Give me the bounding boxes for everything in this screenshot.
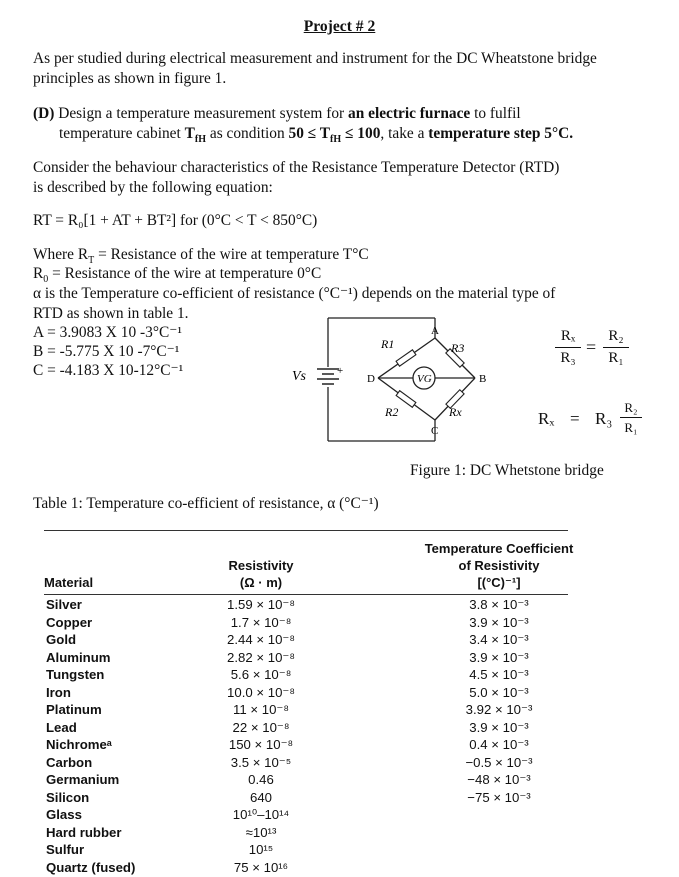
- cell-material: Silver: [46, 597, 82, 612]
- alpha-line-2: RTD as shown in table 1.: [33, 304, 189, 324]
- node-c-label: C: [431, 425, 438, 437]
- table-row: [44, 667, 570, 685]
- table-header-rule: [44, 594, 568, 595]
- table-row: [44, 702, 570, 720]
- resistivity-table: [44, 530, 570, 870]
- cell-coef: 3.8 × 10⁻³: [419, 597, 579, 613]
- cell-resistivity: 10¹⁵: [206, 842, 316, 857]
- cell-resistivity: 10¹⁰–10¹⁴: [206, 807, 316, 823]
- cell-resistivity: 1.59 × 10⁻⁸: [206, 597, 316, 613]
- task-sub: fH: [195, 134, 206, 145]
- cell-coef: 0.4 × 10⁻³: [419, 737, 579, 753]
- cell-coef: 4.5 × 10⁻³: [419, 667, 579, 683]
- cell-material: Iron: [46, 685, 71, 700]
- table-row: [44, 842, 570, 860]
- r1-label: R1: [380, 337, 394, 351]
- cell-resistivity: 11 × 10⁻⁸: [206, 702, 316, 718]
- task-text-1: Design a temperature measurement system for: [58, 105, 344, 122]
- task-line-1: [33, 104, 521, 124]
- cell-coef: −0.5 × 10⁻³: [419, 755, 579, 771]
- r3-label: R3: [450, 341, 464, 355]
- cell-coef: 3.9 × 10⁻³: [419, 720, 579, 736]
- coeff-c: C = -4.183 X 10-12°C⁻¹: [33, 361, 183, 381]
- cell-material: Nichromeᵃ: [46, 737, 112, 752]
- cell-material: Quartz (fused): [46, 860, 135, 875]
- node-b-label: B: [479, 373, 486, 385]
- header-coef-2: of Resistivity: [379, 557, 619, 574]
- header-resistivity: Resistivity: [206, 557, 316, 574]
- task-line-2: temperature cabinet $T_{fH}$ as condition $50 \le T_{fH} \le 100$, take a temperature step 5°C.: [33, 124, 573, 144]
- where-line-1: Where $R_T$ = Resistance of the wire at temperature T°C: [33, 245, 369, 265]
- table-row: [44, 650, 570, 668]
- cell-material: Carbon: [46, 755, 92, 770]
- header-coef-1: Temperature Coefficient: [379, 540, 619, 557]
- cell-coef: 3.92 × 10⁻³: [419, 702, 579, 718]
- cell-resistivity: 2.44 × 10⁻⁸: [206, 632, 316, 648]
- cell-resistivity: 5.6 × 10⁻⁸: [206, 667, 316, 683]
- cell-material: Hard rubber: [46, 825, 121, 840]
- where-line-2: $R_0$ = Resistance of the wire at temperature 0°C: [33, 264, 321, 284]
- cell-material: Silicon: [46, 790, 89, 805]
- rtd-line-2: is described by the following equation:: [33, 178, 273, 198]
- cell-resistivity: 75 × 10¹⁶: [206, 860, 316, 875]
- cell-resistivity: 640: [206, 790, 316, 805]
- table-caption: Table 1: Temperature co-efficient of resistance, α (°C⁻¹): [33, 494, 379, 514]
- table-row: [44, 597, 570, 615]
- cell-resistivity: ≈10¹³: [206, 825, 316, 840]
- table-row: [44, 807, 570, 825]
- cell-coef: 3.9 × 10⁻³: [419, 615, 579, 631]
- cell-material: Aluminum: [46, 650, 110, 665]
- cell-coef: 3.9 × 10⁻³: [419, 650, 579, 666]
- cell-material: Lead: [46, 720, 77, 735]
- wheatstone-bridge-diagram: [285, 310, 515, 450]
- cell-resistivity: 10.0 × 10⁻⁸: [206, 685, 316, 701]
- task-text-2-head: to fulfil: [474, 105, 521, 122]
- node-d-label: D: [367, 373, 375, 385]
- cell-resistivity: 1.7 × 10⁻⁸: [206, 615, 316, 631]
- cell-material: Germanium: [46, 772, 119, 787]
- rtd-line-1: Consider the behaviour characteristics of the Resistance Temperature Detector (RTD): [33, 158, 559, 178]
- task-bold-1: an electric furnace: [348, 105, 470, 122]
- resistor-r1-icon: [396, 350, 416, 366]
- header-resistivity-unit: (Ω · m): [206, 574, 316, 591]
- cell-material: Gold: [46, 632, 76, 647]
- cell-resistivity: 2.82 × 10⁻⁸: [206, 650, 316, 666]
- figure-caption: Figure 1: DC Whetstone bridge: [410, 461, 604, 481]
- cell-material: Platinum: [46, 702, 102, 717]
- intro-paragraph: As per studied during electrical measurement and instrument for the DC Wheatstone bridge principles as shown in figure 1.: [33, 49, 633, 89]
- cell-coef: −48 × 10⁻³: [419, 772, 579, 788]
- table-row: [44, 615, 570, 633]
- cell-coef: 3.4 × 10⁻³: [419, 632, 579, 648]
- cell-coef: 5.0 × 10⁻³: [419, 685, 579, 701]
- cell-resistivity: 22 × 10⁻⁸: [206, 720, 316, 736]
- table-row: [44, 685, 570, 703]
- header-material: Material: [44, 574, 93, 591]
- alpha-line-1: α is the Temperature co-efficient of resistance (°C⁻¹) depends on the material type of: [33, 284, 555, 304]
- rtd-equation: RT = R₀[1 + AT + BT²] for (0°C < T < 850°C): [33, 211, 317, 231]
- table-row: [44, 755, 570, 773]
- cell-resistivity: 150 × 10⁻⁸: [206, 737, 316, 753]
- header-coef-unit: [(°C)⁻¹]: [379, 574, 619, 591]
- table-row: [44, 790, 570, 808]
- cell-resistivity: 3.5 × 10⁻⁵: [206, 755, 316, 771]
- rx-label: Rx: [448, 405, 462, 419]
- cell-material: Glass: [46, 807, 82, 822]
- task-bold-2: temperature step 5°C.: [428, 125, 573, 142]
- task-condition: $50 \le T_{fH} \le 100$: [289, 125, 381, 142]
- table-row: [44, 737, 570, 755]
- cell-material: Tungsten: [46, 667, 104, 682]
- cell-material: Sulfur: [46, 842, 84, 857]
- table-row: [44, 632, 570, 650]
- vs-label: Vs: [292, 369, 307, 384]
- cell-resistivity: 0.46: [206, 772, 316, 787]
- battery-plus-label: +: [337, 365, 343, 377]
- node-a-label: A: [431, 325, 439, 337]
- table-row: [44, 860, 570, 877]
- battery-icon: [317, 369, 339, 384]
- coeff-b: B = -5.775 X 10 -7°C⁻¹: [33, 342, 179, 362]
- cell-material: Copper: [46, 615, 92, 630]
- task-label: (D): [33, 105, 54, 122]
- page-title: Project # 2: [0, 18, 679, 36]
- table-top-rule: [44, 530, 568, 531]
- r2-label: R2: [384, 405, 398, 419]
- coeff-a: A = 3.9083 X 10 -3°C⁻¹: [33, 323, 182, 343]
- meter-label: VG: [417, 373, 432, 385]
- resistor-r2-icon: [396, 391, 416, 408]
- cell-coef: −75 × 10⁻³: [419, 790, 579, 806]
- table-row: [44, 720, 570, 738]
- table-row: [44, 825, 570, 843]
- table-row: [44, 772, 570, 790]
